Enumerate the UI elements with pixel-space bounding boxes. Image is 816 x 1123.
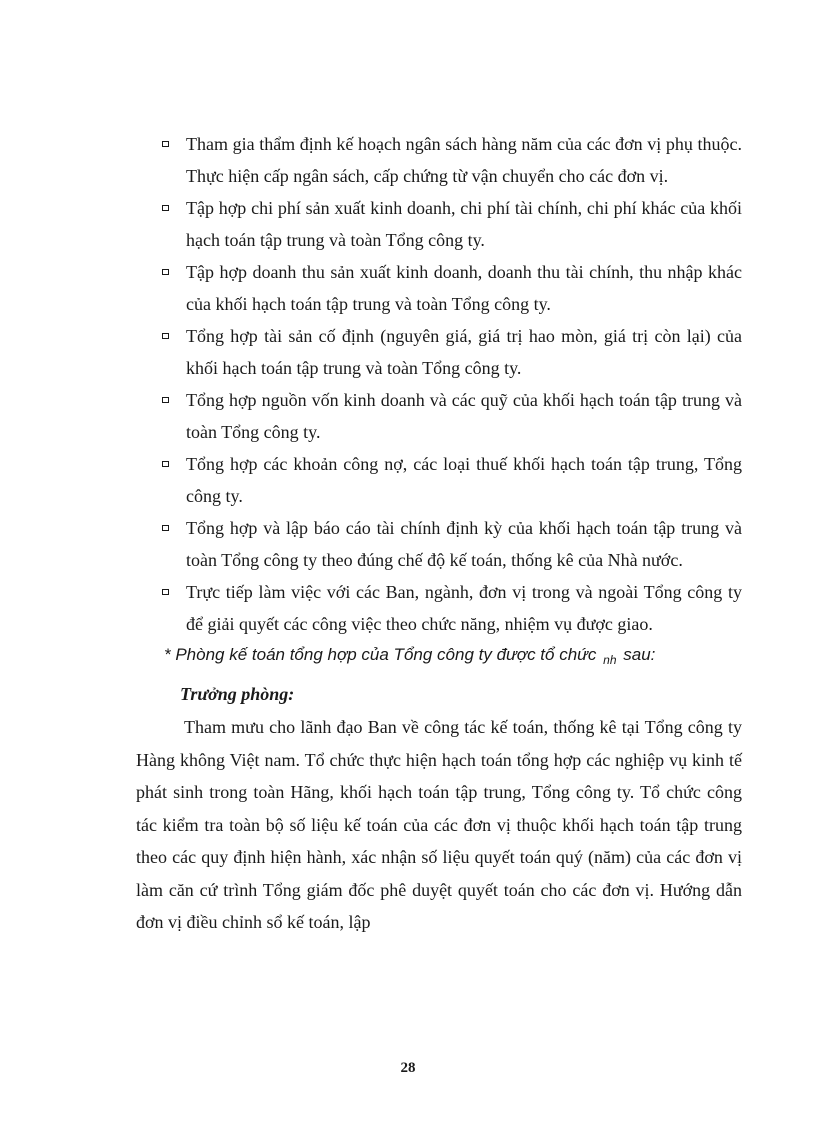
square-bullet-icon	[162, 141, 169, 147]
page-content	[136, 128, 742, 939]
square-bullet-icon	[162, 269, 169, 275]
duty-item: Tập hợp chi phí sản xuất kinh doanh, chi phí tài chính, chi phí khác của khối hạch toán tập trung và toàn Tổng công ty.	[136, 192, 742, 256]
duty-item: Tổng hợp và lập báo cáo tài chính định kỳ của khối hạch toán tập trung và toàn Tổng công ty theo đúng chế độ kế toán, thống kê của Nhà nước.	[136, 512, 742, 576]
duty-item: Trực tiếp làm việc với các Ban, ngành, đơn vị trong và ngoài Tổng công ty để giải quyết các công việc theo chức năng, nhiệm vụ được giao.	[136, 576, 742, 640]
square-bullet-icon	[162, 205, 169, 211]
square-bullet-icon	[162, 525, 169, 531]
section-heading: Trưởng phòng:	[180, 684, 295, 704]
body-paragraph: Tham mưu cho lãnh đạo Ban về công tác kế toán, thống kê tại Tổng công ty Hàng không Việt nam. Tổ chức thực hiện hạch toán tổng hợp các nghiệp vụ kinh tế phát sinh trong toàn Hãng, khối hạch toán tập trung, Tổng công ty. Tổ chức công tác kiểm tra toàn bộ số liệu kế toán của các đơn vị thuộc khối hạch toán tập trung theo các quy định hiện hành, xác nhận số liệu quyết toán quý (năm) của các đơn vị làm căn cứ trình Tổng giám đốc phê duyệt quyết toán cho các đơn vị. Hướng dẫn đơn vị điều chỉnh sổ kế toán, lập	[136, 717, 742, 932]
square-bullet-icon	[162, 397, 169, 403]
square-bullet-icon	[162, 589, 169, 595]
duty-item: Tham gia thẩm định kế hoạch ngân sách hàng năm của các đơn vị phụ thuộc. Thực hiện cấp ngân sách, cấp chứng từ vận chuyển cho các đơn vị.	[136, 128, 742, 192]
organization-note: * Phòng kế toán tổng hợp của Tổng công ty được tổ chức $_{nh}$ sau:	[164, 645, 656, 667]
square-bullet-icon	[162, 461, 169, 467]
page-number: 28	[400, 1060, 416, 1076]
duty-item: Tổng hợp nguồn vốn kinh doanh và các quỹ của khối hạch toán tập trung và toàn Tổng công ty.	[136, 384, 742, 448]
square-bullet-icon	[162, 333, 169, 339]
duty-list	[136, 128, 742, 640]
duty-item: Tổng hợp các khoản công nợ, các loại thuế khối hạch toán tập trung, Tổng công ty.	[136, 448, 742, 512]
duty-item: Tập hợp doanh thu sản xuất kinh doanh, doanh thu tài chính, thu nhập khác của khối hạch toán tập trung và toàn Tổng công ty.	[136, 256, 742, 320]
duty-item: Tổng hợp tài sản cố định (nguyên giá, giá trị hao mòn, giá trị còn lại) của khối hạch toán tập trung và toàn Tổng công ty.	[136, 320, 742, 384]
